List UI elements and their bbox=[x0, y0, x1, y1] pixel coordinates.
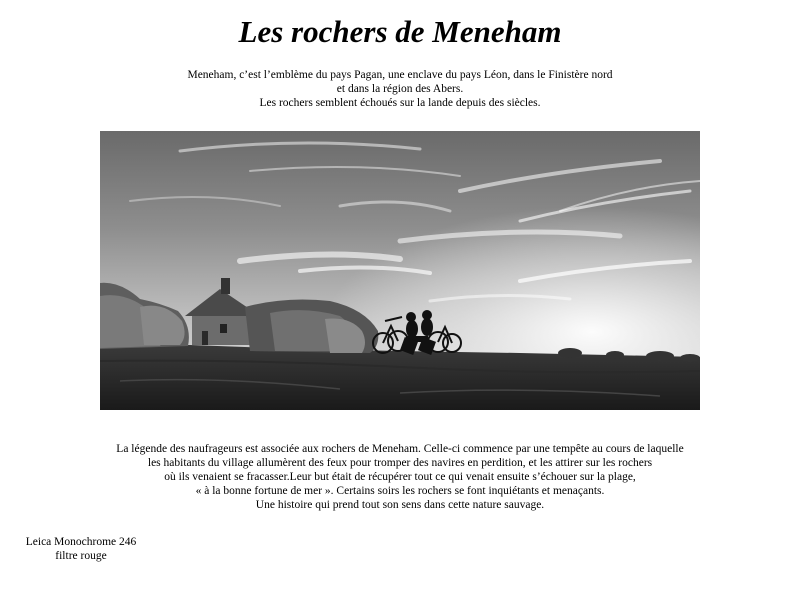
intro-line: Les rochers semblent échoués sur la lande depuis des siècles. bbox=[259, 97, 541, 109]
legend-line: où ils venaient se fracasser.Leur but était de récupérer tout ce qui venait ensuite s’échouer sur la plage, bbox=[164, 471, 636, 483]
filter-note: filtre rouge bbox=[55, 550, 107, 562]
intro-line: Meneham, c’est l’emblème du pays Pagan, une enclave du pays Léon, dans le Finistère nord bbox=[187, 69, 613, 81]
camera-model: Leica Monochrome 246 bbox=[25, 536, 137, 548]
legend-line: « à la bonne fortune de mer ». Certains soirs les rochers se font inquiétants et menaçants. bbox=[195, 485, 605, 497]
legend-line: les habitants du village allumèrent des feux pour tromper des navires en perdition, et les attirer sur les rochers bbox=[147, 457, 653, 469]
intro-line: et dans la région des Abers. bbox=[336, 83, 464, 95]
legend-line: La légende des naufrageurs est associée aux rochers de Meneham. Celle-ci commence par une tempête au cours de laquelle bbox=[116, 443, 684, 455]
legend-paragraph bbox=[0, 442, 800, 512]
landscape-photo bbox=[100, 131, 700, 410]
intro-paragraph bbox=[0, 68, 800, 110]
legend-line: Une histoire qui prend tout son sens dans cette nature sauvage. bbox=[255, 499, 545, 511]
page-title: Les rochers de Meneham bbox=[238, 14, 562, 49]
camera-caption bbox=[0, 535, 162, 563]
